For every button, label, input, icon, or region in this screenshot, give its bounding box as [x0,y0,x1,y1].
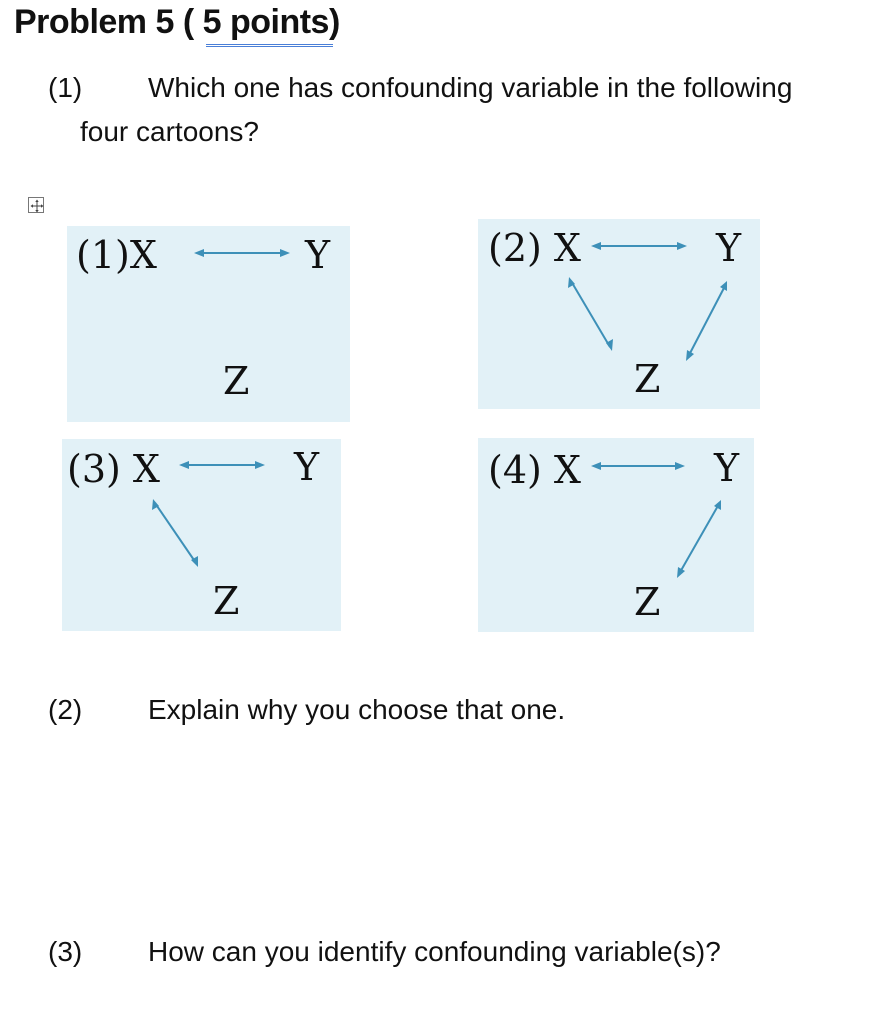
title-prefix: Problem 5 ( [14,3,194,41]
diagram-2-label-z: Z [634,357,661,401]
diagram-2-label-x: (2) X [488,226,581,270]
diagram-3-graphic [62,439,341,631]
diagram-2-arrow-yz [686,281,727,361]
diagram-4-arrow-yz [677,500,721,578]
question-1-number: (1) [48,72,83,103]
diagram-2-arrow-xy [591,242,687,250]
title-points-wrap [194,3,329,41]
diagram-1-graphic [67,226,350,422]
question-3-number: (3) [48,936,83,967]
diagram-4-label-y: Y [714,446,740,490]
diagram-2-graphic [478,219,760,409]
diagram-4-panel [478,438,754,632]
diagram-3-arrow-xz [152,499,198,567]
question-1-text-line1: Which one has confounding variable in the following [148,72,793,103]
question-2-text: Explain why you choose that one. [148,694,566,725]
question-2-number: (2) [48,694,83,725]
diagram-3-label-x: (3) X [67,447,160,491]
diagram-3-arrow-xy [179,461,265,469]
diagram-1-panel [67,226,350,422]
diagram-1-arrow-xy [194,249,290,257]
diagram-1-label-y: Y [305,233,331,277]
diagram-4-graphic [478,438,754,632]
problem-title [14,3,340,42]
diagram-3-label-y: Y [294,445,320,489]
diagram-4-label-z: Z [634,580,661,624]
title-underline [206,44,333,47]
question-3-text: How can you identify confounding variable(s)? [148,936,721,967]
diagram-1-label-x: (1)X [76,233,157,277]
diagram-2-panel [478,219,760,409]
move-anchor-icon[interactable] [28,197,44,213]
question-1-text-line2: four cartoons? [80,116,259,147]
diagram-2-arrow-xz [568,277,613,351]
diagram-3-label-z: Z [213,579,240,623]
diagram-4-arrow-xy [591,462,685,470]
diagram-2-label-y: Y [716,226,742,270]
title-suffix: ) [328,3,340,41]
diagram-1-label-z: Z [223,359,250,403]
diagram-4-label-x: (4) X [488,448,581,492]
diagram-3-panel [62,439,341,631]
title-points: 5 points [202,3,329,41]
